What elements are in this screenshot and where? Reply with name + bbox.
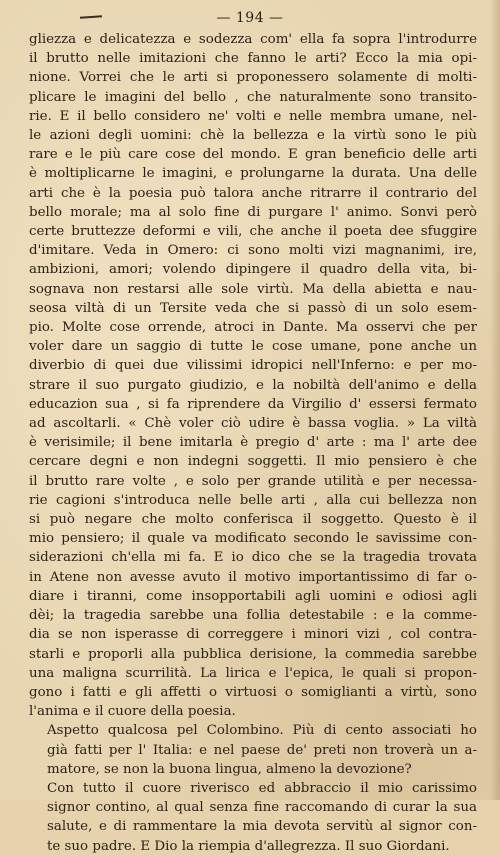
paragraph-1: [29, 30, 477, 721]
text-line: certe bruttezze deformi e vili, che anche il poeta dee sfuggire: [29, 224, 477, 240]
text-line: una maligna scurrilità. La lirica e l'epica, le quali si propon-: [29, 665, 477, 681]
body-text: [29, 30, 477, 856]
text-line: educazion sua , si fa riprendere da Virgilio d' essersi fermato: [29, 396, 477, 412]
text-line: rie. E il bello considero ne' volti e nelle membra umane, nel-: [29, 108, 477, 124]
text-line: siderazioni ch'ella mi fa. E io dico che se la tragedia trovata: [29, 550, 477, 566]
text-line: Aspetto qualcosa pel Colombino. Più di cento associati ho: [47, 723, 477, 739]
text-line: strare il suo purgato giudizio, e la nobiltà dell'animo e della: [29, 377, 477, 393]
text-line: pio. Molte cose orrende, atroci in Dante. Ma osservi che per: [29, 320, 477, 336]
text-line: in Atene non avesse avuto il motivo importantissimo di far o-: [29, 569, 477, 585]
text-line: l'anima e il cuore della poesia.: [29, 704, 236, 720]
text-line: si può negare che molto conferisca il soggetto. Questo è il: [29, 512, 477, 528]
text-line: salute, e di rammentare la mia devota servitù al signor con-: [47, 819, 477, 835]
text-line: arti che è la poesia può talora anche ritrarre il contrario del: [29, 185, 477, 201]
text-line: d'imitare. Veda in Omero: ci sono molti vizi magnanimi, ire,: [29, 243, 477, 259]
text-line: il brutto nelle imitazioni che fanno le arti? Ecco la mia opi-: [29, 51, 477, 67]
text-line: ad ascoltarli. « Chè voler ciò udire è bassa voglia. » La viltà: [29, 416, 477, 432]
text-line: gliezza e delicatezza e sodezza com' ella fa sopra l'introdurre: [29, 32, 477, 47]
text-line: plicare le imagini del bello , che naturalmente sono transito-: [29, 89, 477, 105]
text-line: voler dare un saggio di tutte le cose umane, pone anche un: [29, 339, 477, 355]
text-line: bello morale; ma al solo fine di purgare l' animo. Sonvi però: [29, 204, 477, 220]
text-line: già fatti per l' Italia: e nel paese de' preti non troverà un a-: [47, 742, 477, 758]
page-binding-shadow: [490, 0, 500, 800]
text-line: cercare degni e non indegni soggetti. Il mio pensiero è che: [29, 454, 477, 470]
text-line: dia se non isperasse di correggere i minori vizi , col contra-: [29, 627, 477, 643]
text-line: diare i tiranni, come insopportabili agli uomini e odiosi agli: [29, 588, 477, 604]
text-line: rie cagioni s'introduca nelle belle arti , alla cui bellezza non: [29, 492, 477, 508]
text-line: gono i fatti e gli affetti o virtuosi o somiglianti a virtù, sono: [29, 684, 477, 700]
paragraph-2: [29, 721, 477, 779]
text-line: sognava non restarsi alle sole virtù. Ma della abietta e nau-: [29, 281, 477, 297]
text-line: è verisimile; il bene imitarla è pregio d' arte : ma l' arte dee: [29, 435, 477, 451]
text-line: signor contino, al qual senza fine raccomando di curar la sua: [47, 800, 477, 816]
text-line: ambizioni, amori; volendo dipingere il quadro della vita, bi-: [29, 262, 477, 278]
text-line: Con tutto il cuore riverisco ed abbraccio il mio carissimo: [47, 780, 477, 796]
text-line: diverbio di quei due vilissimi idropici nell'Inferno: e per mo-: [29, 358, 477, 374]
text-line: matore, se non la buona lingua, almeno la devozione?: [47, 761, 412, 777]
text-line: è moltiplicarne le imagini, e prolungarne la durata. Una delle: [29, 166, 477, 182]
page-header: [0, 4, 500, 28]
text-line: il brutto rare volte , e solo per grande utilità e per necessa-: [29, 473, 477, 489]
page-number: — 194 —: [216, 10, 284, 26]
paragraph-3: [29, 779, 477, 856]
text-line: nione. Vorrei che le arti si proponessero solamente di molti-: [29, 70, 477, 86]
text-line: dèi; la tragedia sarebbe una follia detestabile : e la comme-: [29, 608, 477, 624]
text-line: mio pensiero; il quale va modificato secondo le savissime con-: [29, 531, 477, 547]
text-line: rare e le più care cose del mondo. E gran beneficio delle arti: [29, 147, 477, 163]
text-line: te suo padre. E Dio la riempia d'allegrezza. Il suo Giordani.: [47, 838, 450, 854]
text-line: seosa viltà di un Tersite veda che si passò di un solo esem-: [29, 300, 477, 316]
text-line: le azioni degli uomini: chè la bellezza e la virtù sono le più: [29, 128, 477, 144]
text-line: starli e proporli alla pubblica derisione, la commedia sarebbe: [29, 646, 477, 662]
